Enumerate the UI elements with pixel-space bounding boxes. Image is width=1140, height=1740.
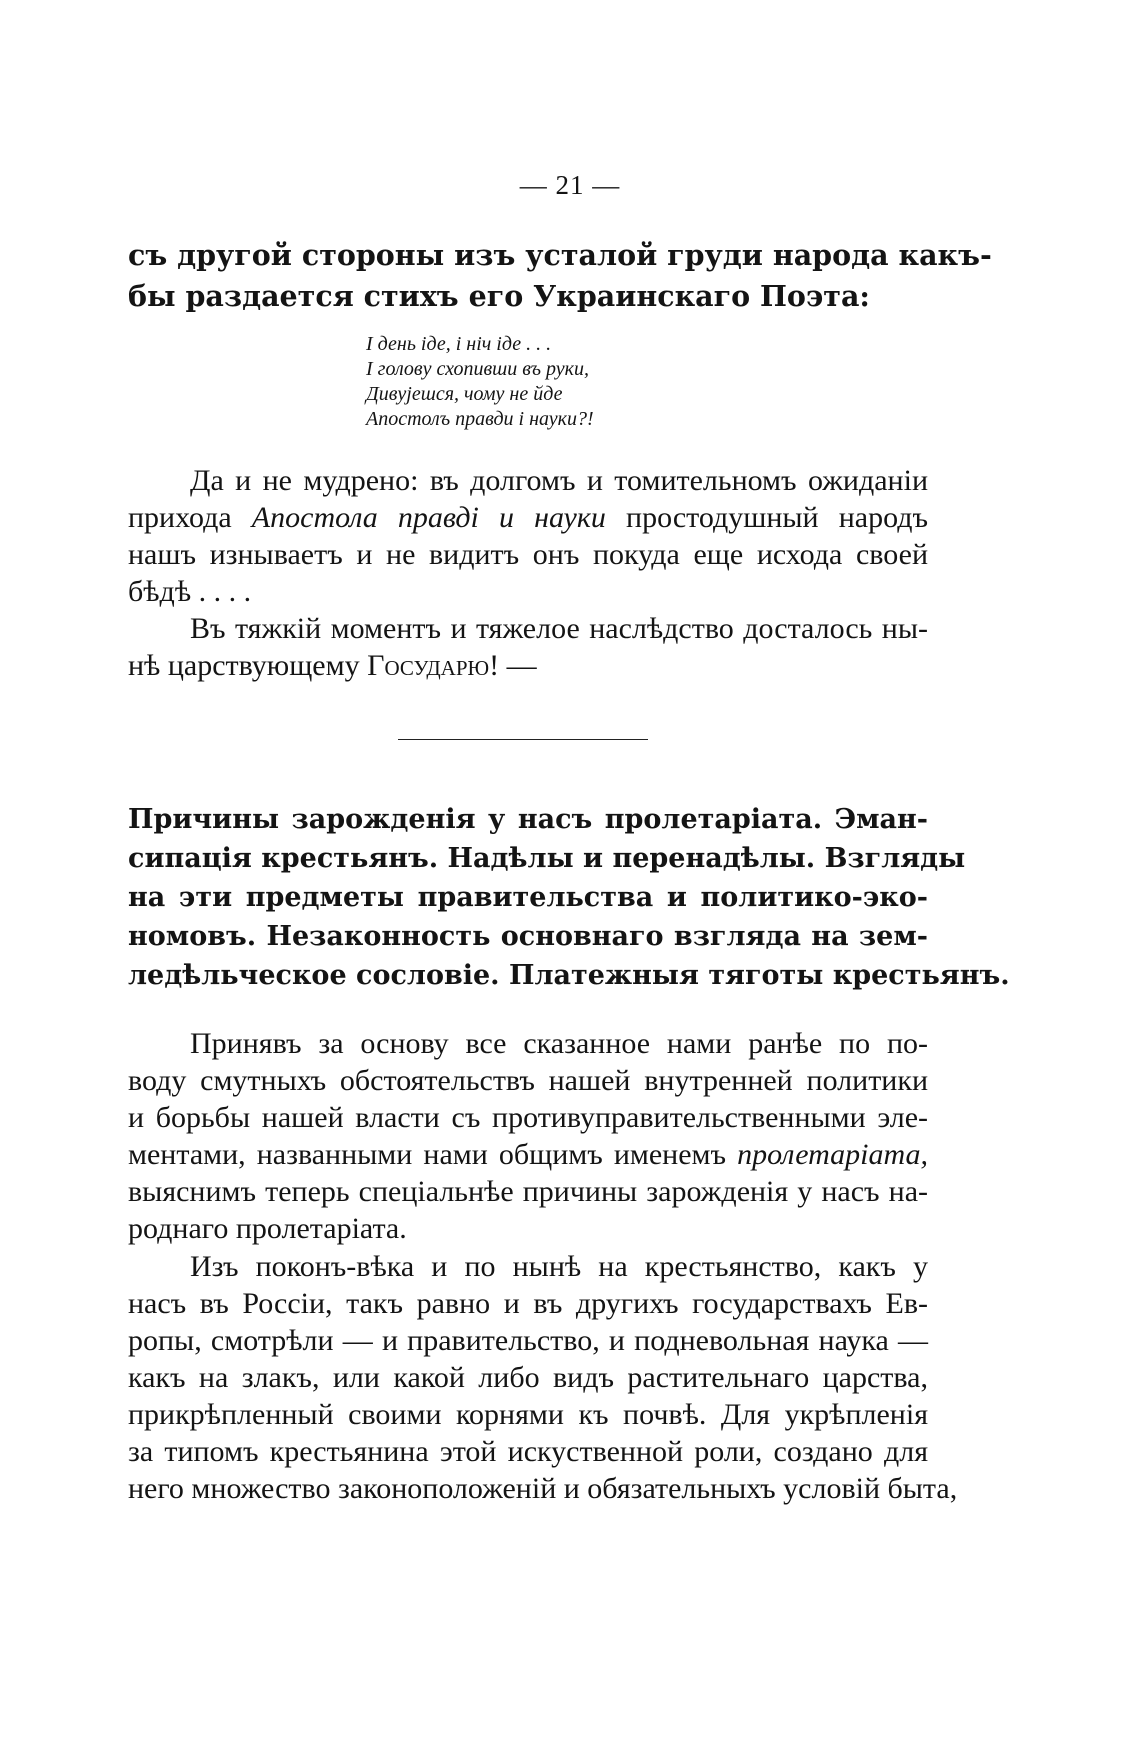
- paragraph-line: Да и не мудрено: въ долгомъ и томительномъ ожиданіи: [190, 464, 928, 497]
- text-run: нѣ царствующему: [128, 649, 360, 682]
- paragraph-line: нашъ изнываетъ и не видитъ онъ покуда еще исхода своей: [128, 538, 928, 571]
- paragraph-2: [128, 610, 928, 684]
- poem-line: І голову схопивши въ руки,: [366, 358, 590, 380]
- text-run: прихода: [128, 501, 232, 534]
- paragraph-line: Въ тяжкій моментъ и тяжелое наслѣдство досталось ны-: [190, 612, 928, 645]
- section-heading: [128, 800, 1010, 995]
- paragraph-line: [128, 1136, 928, 1173]
- paragraph-line: выяснимъ теперь спеціальнѣе причины зарожденія у насъ на-: [128, 1175, 928, 1208]
- paragraph-line: [128, 499, 928, 536]
- intro-line: съ другой стороны изъ усталой груди народа какъ-: [128, 238, 992, 272]
- heading-line: на эти предметы правительства и политико-эко-: [128, 882, 928, 913]
- poem-quote: [366, 332, 594, 432]
- paragraph-line: за типомъ крестьянина этой искуственной роли, создано для: [128, 1435, 928, 1468]
- intro-line: бы раздается стихъ его Украинскаго Поэта:: [128, 279, 870, 313]
- paragraph-line: роднаго пролетаріата.: [128, 1212, 407, 1245]
- heading-line: сипація крестьянъ. Надѣлы и перенадѣлы. Взгляды: [128, 843, 966, 874]
- poem-line: Дивуjешся, чому не йде: [366, 383, 563, 405]
- paragraph-line: насъ въ Россіи, такъ равно и въ другихъ государствахъ Ев-: [128, 1287, 928, 1320]
- paragraph-3: [128, 1025, 928, 1247]
- page-number: — 21 —: [519, 170, 621, 200]
- paragraph-line: Принявъ за основу все сказанное нами ранѣе по по-: [190, 1027, 928, 1060]
- heading-line: Причины зарожденія у насъ пролетаріата. Эман-: [128, 804, 928, 835]
- intro-text: [128, 235, 992, 317]
- paragraph-line: какъ на злакъ, или какой либо видъ растительнаго царства,: [128, 1361, 928, 1394]
- paragraph-line: и борьбы нашей власти съ противуправительственными эле-: [128, 1101, 928, 1134]
- heading-line: номовъ. Незаконность основнаго взгляда на зем-: [128, 921, 928, 952]
- text-run: ! —: [489, 649, 537, 682]
- paragraph-line: ропы, смотрѣли — и правительство, и подневольная наука —: [128, 1324, 928, 1357]
- text-run: ментами, названными нами общимъ именемъ: [128, 1138, 727, 1171]
- paragraph-line: [128, 647, 928, 684]
- section-divider: [398, 739, 648, 740]
- paragraph-line: бѣдѣ . . . .: [128, 575, 252, 608]
- italic-phrase: Апостола правді и науки: [251, 501, 606, 534]
- paragraph-line: Изъ поконъ-вѣка и по нынѣ на крестьянство, какъ у: [190, 1250, 928, 1283]
- poem-line: І день іде, і ніч іде . . .: [366, 333, 552, 355]
- heading-line: ледѣльческое сословіе. Платежныя тяготы крестьянъ.: [128, 960, 1010, 991]
- paragraph-line: воду смутныхъ обстоятельствъ нашей внутренней политики: [128, 1064, 928, 1097]
- italic-phrase: пролетаріата,: [737, 1138, 929, 1171]
- smallcaps-word: Государю: [367, 649, 490, 682]
- paragraph-line: него множество законоположеній и обязательныхъ условій быта,: [128, 1472, 958, 1505]
- paragraph-1: [128, 462, 928, 610]
- poem-line: Апостолъ правди і науки?!: [366, 408, 594, 430]
- paragraph-line: прикрѣпленный своими корнями къ почвѣ. Для укрѣпленія: [128, 1398, 928, 1431]
- paragraph-4: [128, 1248, 958, 1507]
- text-run: простодушный народъ: [626, 501, 928, 534]
